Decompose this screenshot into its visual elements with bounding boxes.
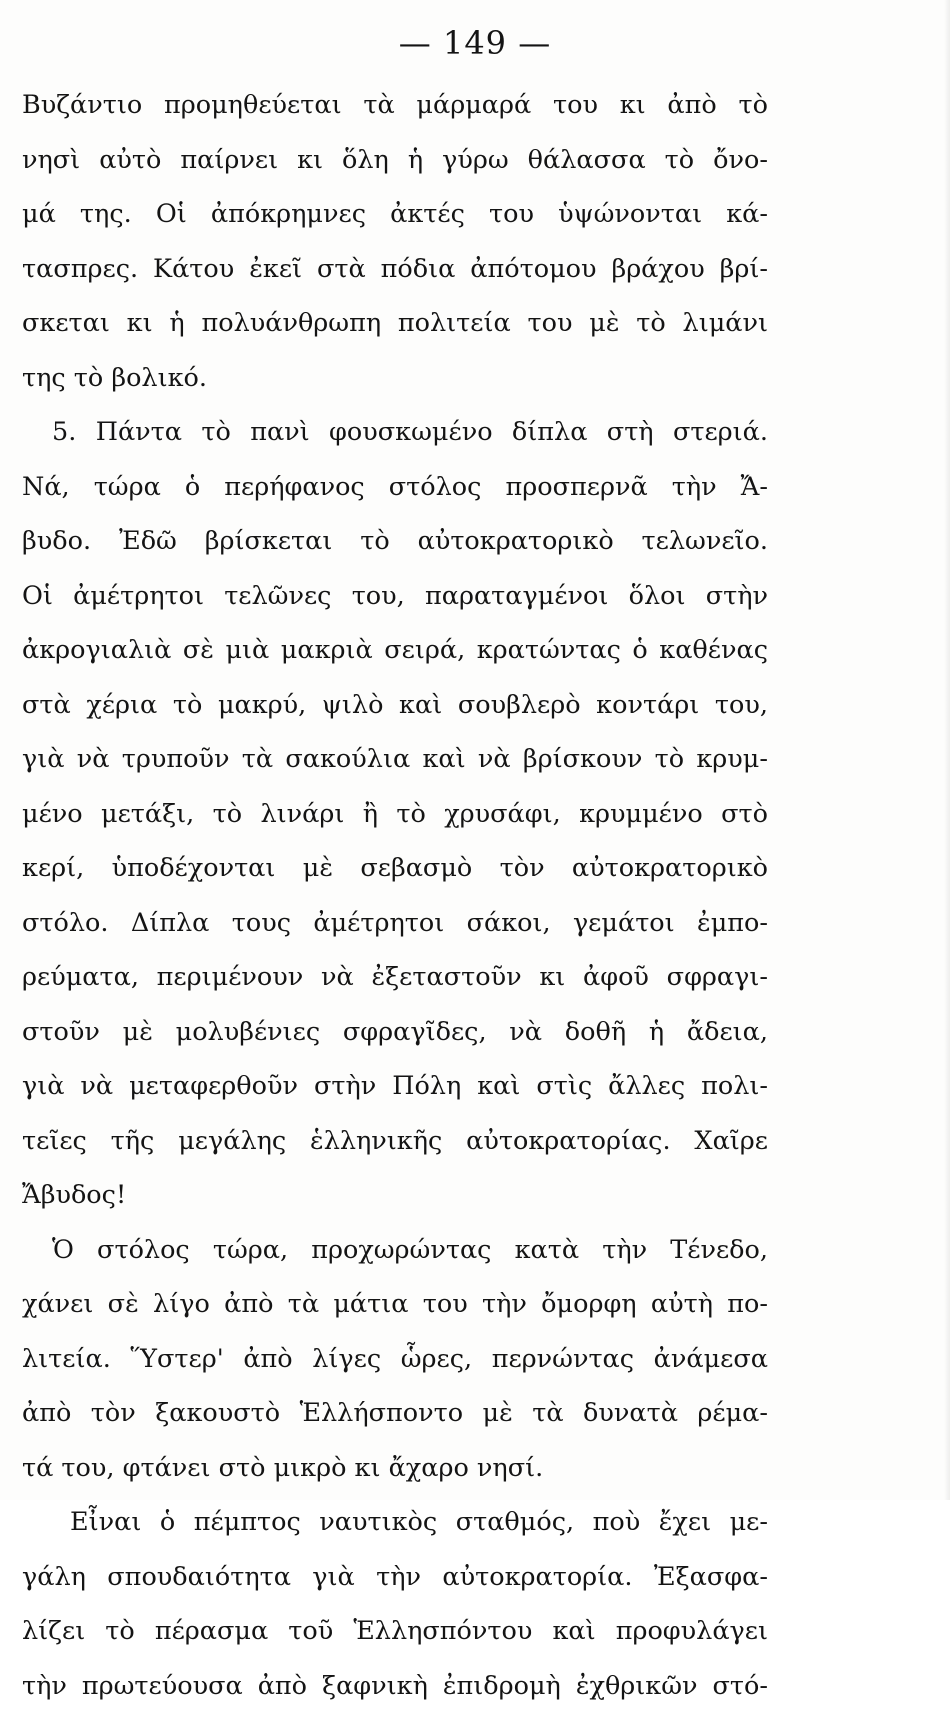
text-line: γιὰ νὰ μεταφερθοῦν στὴν Πόλη καὶ στὶς ἄλλες πολι- xyxy=(22,1059,768,1114)
text-line: Οἱ ἀμέτρητοι τελῶνες του, παραταγμένοι ὅλοι στὴν xyxy=(22,569,768,624)
page-edge-shadow xyxy=(944,0,950,1500)
text-line: στὰ χέρια τὸ μακρύ, ψιλὸ καὶ σουβλερὸ κοντάρι του, xyxy=(22,678,768,733)
text-line: Εἶναι ὁ πέμπτος ναυτικὸς σταθμός, ποὺ ἔχει με- xyxy=(22,1495,768,1550)
text-line: τά του, φτάνει στὸ μικρὸ κι ἄχαρο νησί. xyxy=(22,1441,768,1496)
text-line: λιτεία. Ὕστερ' ἀπὸ λίγες ὧρες, περνώντας ἀνάμεσα xyxy=(22,1332,768,1387)
text-line: 5. Πάντα τὸ πανὶ φουσκωμένο δίπλα στὴ στεριά. xyxy=(22,405,768,460)
text-line: μένο μετάξι, τὸ λινάρι ἢ τὸ χρυσάφι, κρυμμένο στὸ xyxy=(22,787,768,842)
text-line: σκεται κι ἡ πολυάνθρωπη πολιτεία του μὲ τὸ λιμάνι xyxy=(22,296,768,351)
text-line: ἀπὸ τὸν ξακουστὸ Ἑλλήσποντο μὲ τὰ δυνατὰ ρέμα- xyxy=(22,1386,768,1441)
text-line: νησὶ αὐτὸ παίρνει κι ὅλη ἡ γύρω θάλασσα τὸ ὄνο- xyxy=(22,133,768,188)
text-line: βυδο. Ἐδῶ βρίσκεται τὸ αὐτοκρατορικὸ τελωνεῖο. xyxy=(22,514,768,569)
text-line: τὴν πρωτεύουσα ἀπὸ ξαφνικὴ ἐπιδρομὴ ἐχθρικῶν στό- xyxy=(22,1659,768,1713)
text-line: ρεύματα, περιμένουν νὰ ἐξεταστοῦν κι ἀφοῦ σφραγι- xyxy=(22,950,768,1005)
text-line: χάνει σὲ λίγο ἀπὸ τὰ μάτια του τὴν ὄμορφη αὐτὴ πο- xyxy=(22,1277,768,1332)
text-line: Βυζάντιο προμηθεύεται τὰ μάρμαρά του κι ἀπὸ τὸ xyxy=(22,78,768,133)
text-line: μά της. Οἱ ἀπόκρημνες ἀκτές του ὑψώνονται κά- xyxy=(22,187,768,242)
text-line: στοῦν μὲ μολυβένιες σφραγῖδες, νὰ δοθῆ ἡ ἄδεια, xyxy=(22,1005,768,1060)
text-line: Ὁ στόλος τώρα, προχωρώντας κατὰ τὴν Τένεδο, xyxy=(22,1223,768,1278)
text-line: της τὸ βολικό. xyxy=(22,351,768,406)
text-line: κερί, ὑποδέχονται μὲ σεβασμὸ τὸν αὐτοκρατορικὸ xyxy=(22,841,768,896)
text-line: γιὰ νὰ τρυποῦν τὰ σακούλια καὶ νὰ βρίσκουν τὸ κρυμ- xyxy=(22,732,768,787)
text-line: Ἄβυδος! xyxy=(22,1168,768,1223)
text-line: τασπρες. Κάτου ἐκεῖ στὰ πόδια ἀπότομου βράχου βρί- xyxy=(22,242,768,297)
text-line: Νά, τώρα ὁ περήφανος στόλος προσπερνᾶ τὴν Ἄ- xyxy=(22,460,768,515)
text-line: ἀκρογιαλιὰ σὲ μιὰ μακριὰ σειρά, κρατώντας ὁ καθένας xyxy=(22,623,768,678)
page-number: — 149 — xyxy=(0,24,950,62)
text-line: λίζει τὸ πέρασμα τοῦ Ἑλλησπόντου καὶ προφυλάγει xyxy=(22,1604,768,1659)
body-text xyxy=(22,78,768,1713)
text-line: τεῖες τῆς μεγάλης ἑλληνικῆς αὐτοκρατορίας. Χαῖρε xyxy=(22,1114,768,1169)
text-line: γάλη σπουδαιότητα γιὰ τὴν αὐτοκρατορία. Ἐξασφα- xyxy=(22,1550,768,1605)
text-line: στόλο. Δίπλα τους ἀμέτρητοι σάκοι, γεμάτοι ἐμπο- xyxy=(22,896,768,951)
